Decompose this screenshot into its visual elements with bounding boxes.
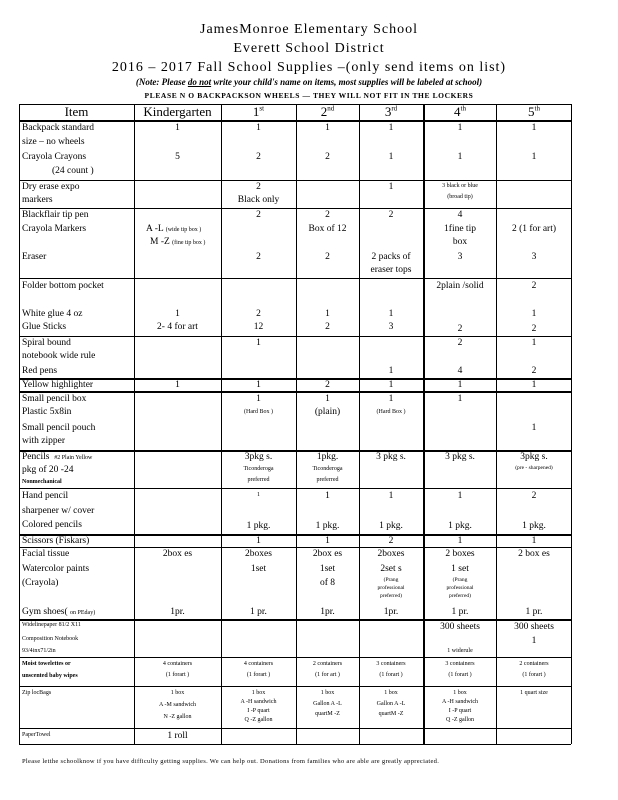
item-backpack-detail: size – no wheels bbox=[22, 137, 85, 147]
item-pencil-pouch-detail: with zipper bbox=[22, 436, 66, 446]
footer-note: Please letthe schoolknow if you have difficulty getting supplies. We can help out. Donations from families who are able are greatly appreciated. bbox=[22, 758, 440, 765]
cell: 1 bbox=[256, 338, 261, 348]
cell: 4 containers bbox=[162, 661, 193, 667]
cell: 1 bbox=[325, 536, 330, 546]
cell: 1 bbox=[175, 380, 180, 390]
item-composition-size: 93/4inx71/2in bbox=[22, 648, 56, 654]
cell: A -H sandwich bbox=[442, 699, 478, 705]
cell: 1 pkg. bbox=[246, 521, 271, 531]
cell: 1pr. bbox=[383, 607, 399, 617]
item-crayons: Crayola Crayons bbox=[22, 152, 87, 162]
cell: Q -Z gallon bbox=[244, 717, 273, 723]
cell: 2 bbox=[531, 281, 537, 291]
cell: preferred bbox=[247, 477, 270, 483]
col-header-grade5 bbox=[497, 104, 571, 120]
item-colored-pencils: Colored pencils bbox=[22, 520, 82, 530]
cell: 1 bbox=[388, 491, 394, 501]
grade5-number: 5 bbox=[528, 104, 535, 119]
cell: 1 bbox=[256, 536, 261, 546]
cell: (plain) bbox=[314, 407, 341, 417]
marker-group-a: A -L bbox=[146, 224, 164, 234]
cell: 3 bbox=[531, 252, 537, 262]
item-scissors: Scissors (Fiskars) bbox=[22, 536, 90, 546]
cell: 1 box bbox=[384, 690, 398, 696]
cell: 3 containers bbox=[376, 661, 406, 667]
marker-group-m: M -Z bbox=[150, 237, 170, 247]
cell: eraser tops bbox=[370, 265, 412, 275]
cell: 2 bbox=[325, 210, 330, 220]
item-paper-towel: PaperTowel bbox=[22, 732, 51, 738]
cell: 1 box bbox=[320, 690, 335, 696]
cell: 5 bbox=[175, 152, 180, 162]
cell: 2 bbox=[531, 491, 537, 501]
cell: 1set bbox=[319, 564, 336, 574]
cell: 3 black or blue bbox=[442, 183, 478, 189]
cell: 1 bbox=[531, 636, 537, 646]
item-red-pens: Red pens bbox=[22, 366, 58, 376]
cell: box bbox=[452, 237, 468, 247]
item-glue-sticks: Glue Sticks bbox=[22, 322, 67, 332]
cell: 1 bbox=[531, 536, 537, 546]
cell: 2 bbox=[325, 152, 330, 162]
item-spiral-notebook: Spiral bound bbox=[22, 338, 71, 348]
cell: quartM -Z bbox=[315, 711, 340, 717]
cell: 1 pkg. bbox=[522, 521, 546, 531]
cell: 2box es bbox=[312, 549, 343, 559]
grade3-suffix: rd bbox=[391, 104, 398, 113]
cell: 3 bbox=[457, 252, 463, 262]
item-tissue: Facial tissue bbox=[22, 549, 70, 559]
cell: (1 for art ) bbox=[315, 672, 340, 678]
col-header-grade1 bbox=[221, 104, 296, 120]
cell: 1 pkg. bbox=[448, 521, 472, 531]
item-gym-shoes bbox=[22, 607, 95, 618]
cell: 2 bbox=[457, 324, 463, 334]
cell: 2set s bbox=[380, 564, 402, 574]
cell: 1 box bbox=[453, 690, 467, 696]
cell: Q -Z gallon bbox=[446, 717, 474, 723]
grade3-number: 3 bbox=[384, 104, 392, 119]
cell: 2 bbox=[388, 536, 394, 546]
grade4-suffix: th bbox=[460, 104, 466, 113]
cell bbox=[146, 224, 201, 235]
cell: (pre - sharpened) bbox=[515, 465, 553, 471]
cell: (1 forart ) bbox=[246, 672, 271, 678]
item-pencil-box-detail: Plastic 5x8in bbox=[22, 407, 72, 417]
cell: 2 bbox=[457, 338, 463, 348]
item-pencils-nonmech: Nonmechanical bbox=[22, 479, 62, 485]
col-header-grade3 bbox=[359, 104, 423, 120]
cell: 2 bbox=[531, 366, 537, 376]
cell: 2 bbox=[256, 210, 261, 220]
item-pencils bbox=[22, 452, 92, 463]
cell: 1 bbox=[388, 152, 394, 162]
cell: 1pkg. bbox=[316, 452, 339, 462]
document-title: 2016 – 2017 Fall School Supplies –(only send items on list) bbox=[111, 60, 507, 75]
district-name: Everett School District bbox=[233, 41, 385, 56]
item-wipes-detail: unscented baby wipes bbox=[22, 673, 78, 679]
cell: 1pr. bbox=[170, 607, 185, 617]
item-highlighter: Yellow highlighter bbox=[22, 380, 94, 390]
item-ziploc: Zip locBags bbox=[22, 690, 52, 696]
cell: professional bbox=[446, 585, 474, 591]
school-name: JamesMonroe Elementary School bbox=[200, 22, 418, 37]
cell: A -M sandwich bbox=[159, 702, 196, 708]
cell: 1 bbox=[388, 309, 394, 319]
item-watercolor: Watercolor paints bbox=[22, 564, 90, 574]
cell: Black only bbox=[237, 195, 280, 205]
cell: 1 roll bbox=[167, 731, 188, 741]
cell: 2 (1 for art) bbox=[511, 224, 557, 234]
note-do-not: do not bbox=[187, 77, 212, 87]
cell: 300 sheets bbox=[514, 622, 554, 632]
cell: 1 bbox=[457, 380, 463, 390]
cell: 1 pr. bbox=[250, 607, 267, 617]
cell: 3pkg s. bbox=[520, 452, 548, 462]
cell: (Hard Box ) bbox=[376, 409, 406, 415]
cell: (1 forart ) bbox=[522, 672, 546, 678]
col-header-grade4 bbox=[424, 104, 496, 120]
cell: 1 pr. bbox=[451, 607, 469, 617]
item-eraser: Eraser bbox=[22, 252, 47, 262]
cell: 1 widerule bbox=[447, 648, 473, 654]
cell: 1 bbox=[325, 309, 330, 319]
item-blackflair: Blackflair tip pen bbox=[22, 210, 89, 220]
pencils-label: Pencils bbox=[22, 452, 50, 462]
cell: 1 bbox=[325, 123, 330, 133]
cell: 1 bbox=[175, 123, 180, 133]
cell: 1 set bbox=[451, 564, 469, 574]
item-dry-erase: Dry erase expo bbox=[22, 182, 80, 192]
cell: 1 pr. bbox=[525, 607, 543, 617]
cell: 1 bbox=[457, 536, 463, 546]
cell: 2 containers bbox=[519, 661, 549, 667]
cell: 1 bbox=[388, 380, 394, 390]
note-suffix: write your child's name on items, most supplies will be labeled at school) bbox=[211, 77, 483, 87]
cell: 2 bbox=[256, 152, 261, 162]
grade5-suffix: th bbox=[534, 104, 540, 113]
item-spiral-notebook-detail: notebook wide rule bbox=[22, 351, 96, 361]
cell: 3pkg s. bbox=[244, 452, 273, 462]
cell: N -Z gallon bbox=[163, 714, 192, 720]
cell: 1 bbox=[256, 394, 261, 404]
cell: 1 bbox=[388, 182, 394, 192]
cell: 1 pkg. bbox=[315, 521, 340, 531]
cell: 1 bbox=[531, 423, 537, 433]
cell: 1 bbox=[175, 309, 180, 319]
cell: 1set bbox=[250, 564, 267, 574]
cell: Ticonderoga bbox=[243, 466, 274, 472]
cell: (1 forart ) bbox=[165, 672, 190, 678]
cell: professional bbox=[377, 585, 405, 591]
note-line bbox=[0, 77, 618, 87]
item-white-glue: White glue 4 oz bbox=[22, 309, 83, 319]
cell: 2- 4 for art bbox=[157, 322, 198, 332]
item-crayons-detail: (24 count ) bbox=[52, 166, 94, 176]
marker-group-a-note: (wide tip box ) bbox=[165, 227, 202, 233]
backpack-warning: PLEASE N O BACKPACKSON WHEELS — THEY WILL NOT FIT IN THE LOCKERS bbox=[144, 91, 474, 100]
cell: A -H sandwich bbox=[240, 699, 277, 705]
cell: (1 forart ) bbox=[448, 672, 472, 678]
cell: 1 bbox=[457, 152, 463, 162]
item-folder: Folder bottom pocket bbox=[22, 281, 104, 291]
note-prefix: (Note: Please bbox=[135, 77, 188, 87]
cell: quartM -Z bbox=[378, 711, 404, 717]
item-wipes: Moist towelettes or bbox=[22, 661, 71, 667]
cell: 2 packs of bbox=[371, 252, 411, 262]
cell: 2 bbox=[325, 252, 330, 262]
cell: 2 bbox=[388, 210, 394, 220]
cell: 2 bbox=[256, 309, 261, 319]
item-pencil-pouch: Small pencil pouch bbox=[22, 423, 96, 433]
cell: 2 bbox=[325, 322, 330, 332]
cell: 1 bbox=[256, 123, 261, 133]
cell: 1 bbox=[531, 338, 537, 348]
cell: 2 bbox=[325, 380, 330, 390]
cell: 2 box es bbox=[518, 549, 550, 559]
cell: 4 bbox=[457, 366, 463, 376]
cell: (1 forart ) bbox=[379, 672, 403, 678]
col-header-grade2 bbox=[296, 104, 359, 120]
item-markers: Crayola Markers bbox=[22, 224, 87, 234]
cell: 1 bbox=[457, 123, 463, 133]
grade1-suffix: st bbox=[259, 104, 265, 113]
marker-group-m-note: (fine tip box ) bbox=[172, 240, 206, 246]
item-pencil-box: Small pencil box bbox=[22, 394, 87, 404]
cell: 1pr. bbox=[320, 607, 335, 617]
cell: 1 bbox=[531, 309, 537, 319]
col-header-kindergarten: Kindergarten bbox=[143, 104, 212, 119]
cell: (Prang bbox=[452, 577, 468, 583]
cell: 3 pkg s. bbox=[445, 452, 475, 462]
cell: 1 box bbox=[251, 690, 266, 696]
item-composition: Composition Notebook bbox=[22, 636, 79, 642]
cell: of 8 bbox=[319, 578, 336, 588]
cell: (Prang bbox=[383, 577, 399, 583]
item-backpack: Backpack standard bbox=[22, 123, 95, 133]
cell bbox=[150, 237, 205, 248]
cell: 1 bbox=[388, 123, 394, 133]
cell: 2box es bbox=[162, 549, 193, 559]
gym-shoes-label: Gym shoes( bbox=[22, 607, 68, 617]
cell: (broad tip) bbox=[447, 194, 473, 200]
cell: 1 quart size bbox=[520, 690, 548, 696]
cell: 2boxes bbox=[245, 549, 272, 559]
cell: 3 pkg s. bbox=[376, 452, 406, 462]
cell: Gallon A -L bbox=[313, 701, 342, 707]
cell: 1 bbox=[388, 366, 394, 376]
cell: 1 bbox=[388, 394, 394, 404]
col-header-item: Item bbox=[64, 104, 89, 119]
cell: Gallon A -L bbox=[376, 701, 406, 707]
cell: 2 containers bbox=[312, 661, 343, 667]
cell: 4 containers bbox=[243, 661, 274, 667]
item-watercolor-detail: (Crayola) bbox=[22, 578, 59, 588]
cell: 1 bbox=[531, 380, 537, 390]
cell: 1 bbox=[257, 492, 260, 498]
cell: 1 box bbox=[170, 690, 185, 696]
cell: 2 bbox=[256, 252, 261, 262]
cell: 2 boxes bbox=[445, 549, 475, 559]
cell: 3 containers bbox=[445, 661, 475, 667]
item-sharpener-detail: sharpener w/ cover bbox=[22, 506, 95, 516]
pencils-type: #2 Plain Yellow bbox=[54, 455, 93, 461]
cell: 1 bbox=[325, 491, 330, 501]
grade2-suffix: nd bbox=[327, 104, 335, 113]
cell: preferred) bbox=[380, 593, 402, 599]
cell: 4 bbox=[457, 210, 463, 220]
item-dry-erase-detail: markers bbox=[22, 195, 53, 205]
cell: Ticonderoga bbox=[312, 466, 343, 472]
cell: I -P quart bbox=[247, 708, 270, 714]
cell: 1 bbox=[457, 394, 463, 404]
cell: 1 bbox=[325, 394, 330, 404]
cell: (Hard Box ) bbox=[244, 409, 273, 415]
cell: 1 bbox=[457, 491, 463, 501]
cell: 2 bbox=[256, 182, 261, 192]
cell: 12 bbox=[253, 322, 264, 332]
cell: 1 bbox=[531, 123, 537, 133]
cell: Box of 12 bbox=[308, 224, 347, 234]
cell: 2plain /solid bbox=[436, 281, 484, 291]
cell: 2 bbox=[531, 324, 537, 334]
cell: 3 bbox=[388, 322, 394, 332]
item-pencils-pkg: pkg of 20 -24 bbox=[22, 465, 74, 475]
cell: 1 bbox=[531, 152, 537, 162]
cell: 300 sheets bbox=[440, 622, 480, 632]
gym-shoes-note: on PEday) bbox=[70, 610, 96, 616]
cell: 1 bbox=[256, 380, 261, 390]
grade2-number: 2 bbox=[320, 104, 328, 119]
grade1-number: 1 bbox=[252, 104, 260, 119]
item-wideline-paper: Widelinepaper 81/2 X11 bbox=[22, 622, 81, 628]
cell: 1fine tip bbox=[444, 224, 476, 234]
cell: 2boxes bbox=[377, 549, 405, 559]
cell: 1 pkg. bbox=[379, 521, 403, 531]
cell: preferred bbox=[316, 477, 339, 483]
cell: preferred) bbox=[449, 593, 471, 599]
item-sharpener: Hand pencil bbox=[22, 491, 69, 501]
cell: I -P quart bbox=[448, 708, 472, 714]
grade4-number: 4 bbox=[454, 104, 461, 119]
